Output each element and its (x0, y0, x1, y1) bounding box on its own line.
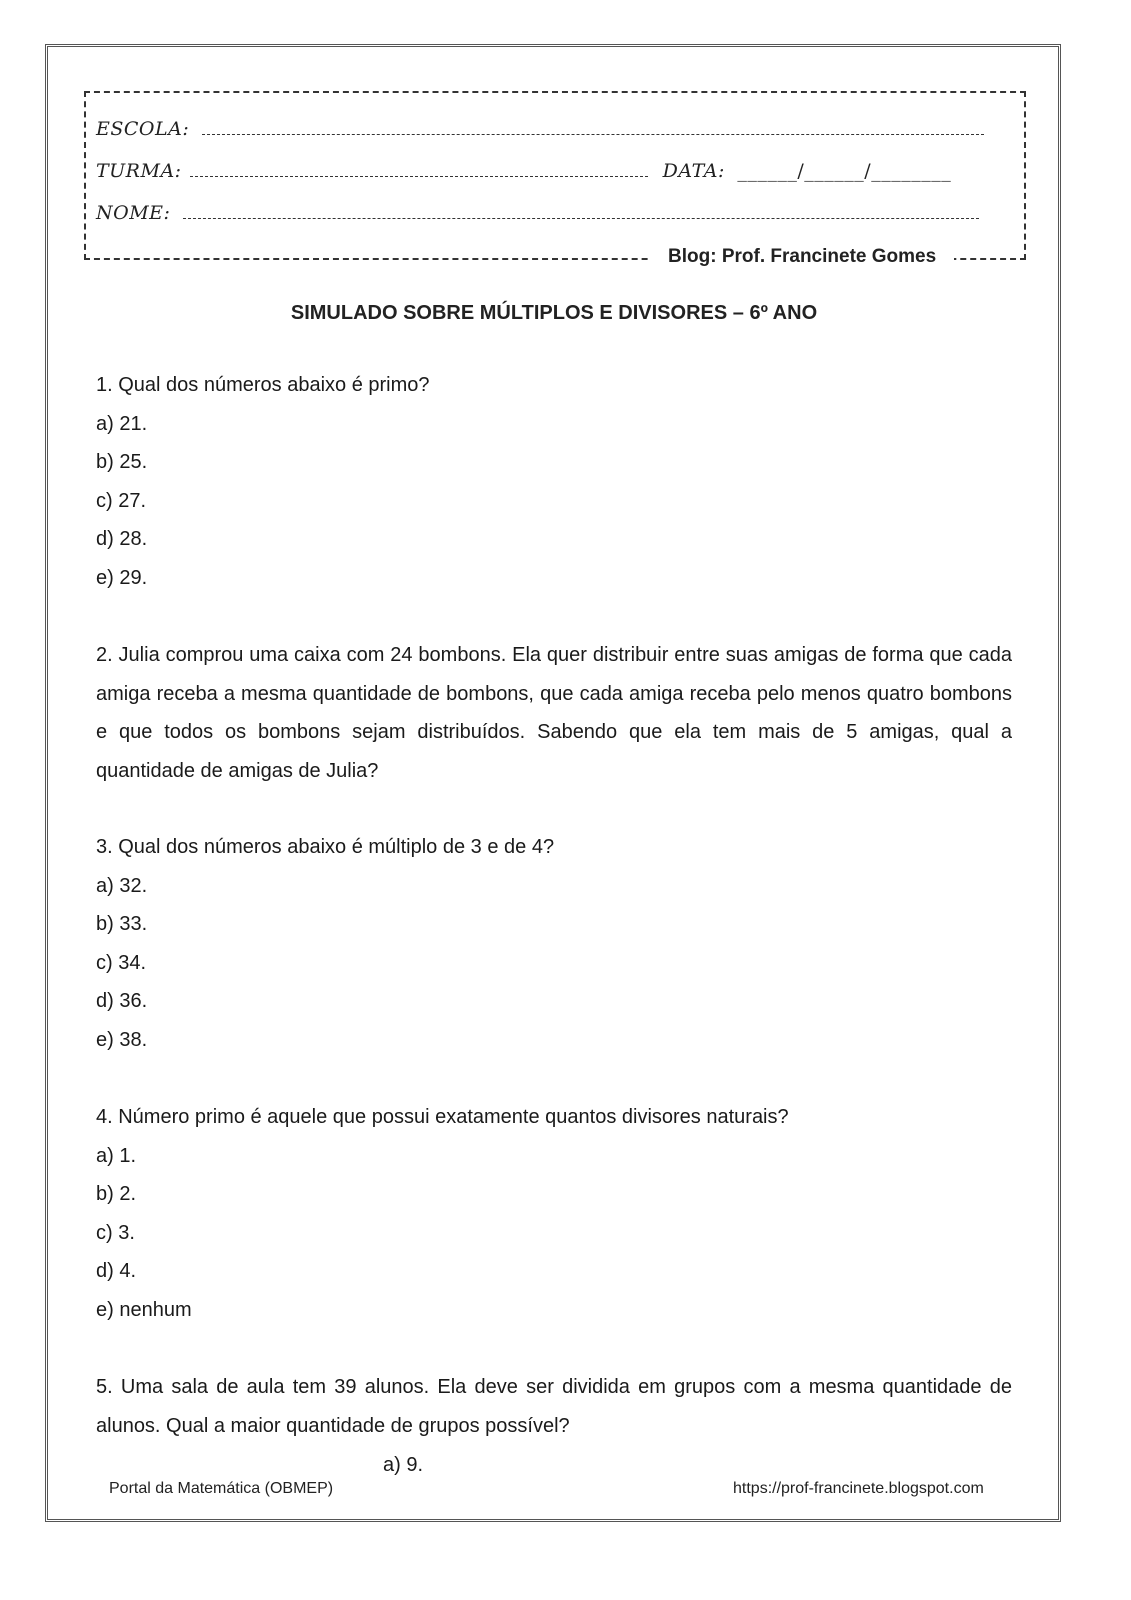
escola-field[interactable] (96, 118, 984, 140)
option: a) 21. (96, 412, 148, 435)
option: d) 4. (96, 1260, 137, 1282)
data-label: DATA: (662, 160, 725, 182)
footer-source: Portal da Matemática (OBMEP) (109, 1480, 334, 1497)
option: e) 38. (96, 1028, 148, 1051)
option: e) 29. (96, 566, 148, 589)
turma-field[interactable] (96, 160, 951, 182)
option: d) 28. (96, 528, 148, 550)
option: c) 34. (96, 951, 147, 974)
option: e) nenhum (96, 1298, 192, 1321)
question-1 (96, 366, 1012, 597)
question-3 (96, 828, 1012, 1059)
question-4 (96, 1098, 1012, 1329)
footer-url[interactable]: https://prof-francinete.blogspot.com (733, 1480, 984, 1497)
option: c) 3. (96, 1221, 135, 1244)
page-title: SIMULADO SOBRE MÚLTIPLOS E DIVISORES – 6º ANO (290, 302, 818, 324)
question-text: 3. Qual dos números abaixo é múltiplo de 3 e de 4? (96, 836, 555, 858)
nome-field[interactable] (96, 202, 979, 224)
option: d) 36. (96, 990, 148, 1012)
option: a) 9. (383, 1454, 424, 1476)
blog-credit: Blog: Prof. Francinete Gomes (650, 246, 954, 268)
escola-line (202, 133, 984, 135)
option: a) 1. (96, 1144, 137, 1167)
question-text: 2. Julia comprou uma caixa com 24 bombons. Ela quer distribuir entre suas amigas de forma que cada amiga receba a mesma quantidade de bombons, que cada amiga receba pelo menos quatro bombons e que todos os bombons sejam distribuídos. Sabendo que ela tem mais de 5 amigas, qual a quantidade de amigas de Julia? (96, 644, 1012, 782)
option: b) 25. (96, 451, 148, 473)
turma-label: TURMA: (96, 160, 182, 182)
question-5-options (383, 1446, 583, 1485)
option: b) 2. (96, 1183, 137, 1205)
option: b) 33. (96, 913, 148, 935)
escola-label: ESCOLA: (96, 118, 190, 140)
question-2 (96, 636, 1012, 790)
turma-line (190, 175, 648, 177)
question-text: 4. Número primo é aquele que possui exatamente quantos divisores naturais? (96, 1106, 789, 1128)
nome-line (183, 217, 979, 219)
option: a) 32. (96, 874, 148, 897)
question-text: 1. Qual dos números abaixo é primo? (96, 374, 430, 396)
option: c) 27. (96, 489, 147, 512)
data-blanks[interactable]: ______/______/________ (737, 160, 952, 182)
question-5 (96, 1368, 1012, 1445)
question-text: 5. Uma sala de aula tem 39 alunos. Ela deve ser dividida em grupos com a mesma quantidade de alunos. Qual a maior quantidade de grupos possível? (96, 1376, 1012, 1437)
nome-label: NOME: (96, 202, 171, 224)
